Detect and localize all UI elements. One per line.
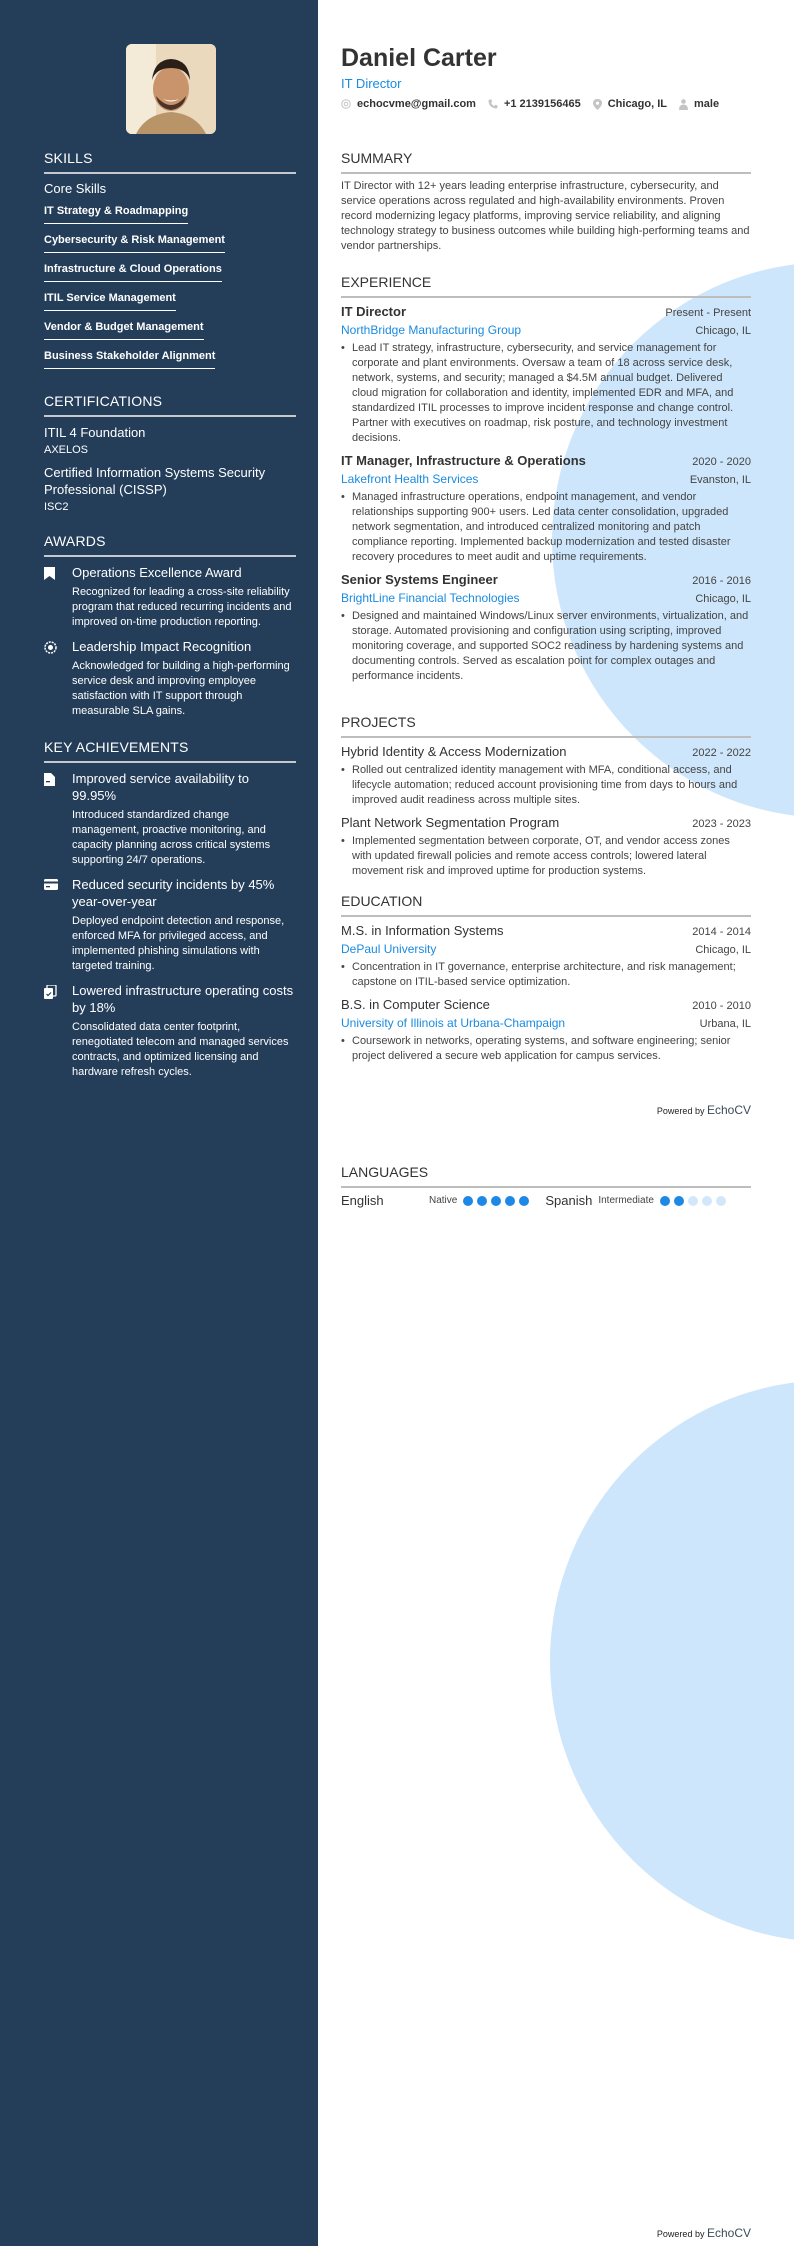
education-school[interactable]: University of Illinois at Urbana-Champaign — [341, 1016, 566, 1030]
dot-filled-icon — [505, 1196, 515, 1206]
experience-dates: 2016 - 2016 — [692, 575, 751, 587]
dot-empty-icon — [716, 1196, 726, 1206]
sidebar — [0, 0, 318, 2246]
achievement-item — [44, 982, 296, 1080]
location-pin-icon — [593, 99, 602, 110]
skill-item: Infrastructure & Cloud Operations — [44, 263, 222, 282]
achievement-title: Reduced security incidents by 45% year-over-year — [72, 877, 275, 909]
achievements-heading: KEY ACHIEVEMENTS — [44, 739, 296, 763]
education-dates: 2014 - 2014 — [692, 926, 751, 938]
card-icon — [44, 876, 72, 974]
location-text: Chicago, IL — [607, 98, 667, 110]
achievements-section — [44, 739, 296, 1080]
experience-section — [341, 274, 751, 690]
experience-entry — [341, 571, 751, 684]
experience-bullet: • Managed infrastructure operations, endpoint management, and vendor relationships supporting 900+ users. Led data center consolidation, upgraded network segmentation, and introduced centralized monitoring and patch compliance reporting. Implemented backup modernization and tested disaster recovery procedures to meet audit and uptime requirements. — [341, 491, 731, 563]
person-portrait-icon — [126, 44, 216, 134]
experience-location: Chicago, IL — [695, 325, 751, 337]
summary-section — [341, 150, 751, 254]
experience-dates: 2020 - 2020 — [692, 456, 751, 468]
at-icon — [341, 99, 351, 109]
experience-entry — [341, 303, 751, 446]
education-section — [341, 893, 751, 1070]
skill-item: Business Stakeholder Alignment — [44, 350, 215, 369]
language-name: English — [341, 1193, 384, 1208]
dot-filled-icon — [660, 1196, 670, 1206]
language-proficiency-dots — [660, 1196, 730, 1206]
project-bullet: • Implemented segmentation between corporate, OT, and vendor access zones with updated firewall policies and remote access controls; lowered lateral movement risk and improved uptime for production systems. — [341, 835, 730, 877]
award-title: Leadership Impact Recognition — [72, 639, 252, 654]
award-item — [44, 638, 296, 719]
projects-heading: PROJECTS — [341, 714, 751, 738]
dot-empty-icon — [702, 1196, 712, 1206]
dot-filled-icon — [463, 1196, 473, 1206]
document-icon — [44, 770, 72, 868]
experience-company[interactable]: Lakefront Health Services — [341, 472, 479, 486]
summary-text: IT Director with 12+ years leading enterprise infrastructure, cybersecurity, and service operations across regulated and high-availability environments. Proven record modernizing legacy platforms, improving service reliability, and aligning technology strategy to business outcomes while building high-performing teams and vendor partnerships. — [341, 180, 750, 252]
education-location: Urbana, IL — [699, 1018, 751, 1030]
achievement-description: Introduced standardized change management, proactive monitoring, and capacity planning across critical systems supporting 24/7 operations. — [72, 809, 271, 866]
person-icon — [679, 99, 688, 110]
education-degree: M.S. in Information Systems — [341, 923, 504, 938]
experience-company[interactable]: NorthBridge Manufacturing Group — [341, 323, 522, 337]
dot-filled-icon — [477, 1196, 487, 1206]
education-heading: EDUCATION — [341, 893, 751, 917]
experience-entry — [341, 452, 751, 565]
education-dates: 2010 - 2010 — [692, 1000, 751, 1012]
award-title: Operations Excellence Award — [72, 565, 242, 580]
achievement-description: Consolidated data center footprint, renegotiated telecom and managed services contracts, and optimized licensing and hardware refresh cycles. — [72, 1021, 289, 1078]
awards-section — [44, 533, 296, 719]
skill-item: Cybersecurity & Risk Management — [44, 234, 225, 253]
language-level: Intermediate — [598, 1195, 654, 1206]
achievement-description: Deployed endpoint detection and response, enforced MFA for privileged access, and implemented phishing simulations with targeted training. — [72, 915, 285, 972]
achievement-title: Improved service availability to 99.95% — [72, 771, 250, 803]
experience-title: Senior Systems Engineer — [341, 572, 498, 587]
experience-company[interactable]: BrightLine Financial Technologies — [341, 591, 520, 605]
achievement-title: Lowered infrastructure operating costs by 18% — [72, 983, 294, 1015]
skills-section — [44, 150, 296, 375]
education-entry — [341, 996, 751, 1064]
education-location: Chicago, IL — [695, 944, 751, 956]
award-item — [44, 564, 296, 630]
projects-section — [341, 714, 751, 885]
project-dates: 2022 - 2022 — [692, 747, 751, 759]
certifications-section — [44, 393, 296, 513]
cert-name: ITIL 4 Foundation — [44, 425, 146, 440]
education-school[interactable]: DePaul University — [341, 942, 437, 956]
language-level: Native — [429, 1195, 458, 1206]
cert-issuer: ISC2 — [44, 501, 69, 513]
brand-link[interactable]: EchoCV — [706, 1103, 751, 1117]
language-proficiency-dots — [463, 1196, 533, 1206]
experience-heading: EXPERIENCE — [341, 274, 751, 298]
award-description: Recognized for leading a cross-site reliability program that reduced recurring incidents and improved on-time production reporting. — [72, 586, 292, 628]
gender-text: male — [694, 98, 720, 110]
languages-section — [341, 1164, 751, 1208]
bookmark-icon — [44, 564, 72, 630]
cert-name: Certified Information Systems Security Professional (CISSP) — [44, 465, 266, 497]
clipboard-check-icon — [44, 982, 72, 1080]
contact-email[interactable] — [341, 98, 476, 110]
experience-dates: Present - Present — [665, 307, 751, 319]
dot-filled-icon — [674, 1196, 684, 1206]
project-dates: 2023 - 2023 — [692, 818, 751, 830]
dot-empty-icon — [688, 1196, 698, 1206]
education-bullet: • Coursework in networks, operating systems, and software engineering; senior project delivered a secure web application for campus services. — [341, 1035, 731, 1062]
profile-photo — [126, 44, 216, 134]
experience-title: IT Director — [341, 304, 407, 319]
project-title: Plant Network Segmentation Program — [341, 815, 560, 830]
education-degree: B.S. in Computer Science — [341, 997, 490, 1012]
achievement-item — [44, 876, 296, 974]
languages-heading: LANGUAGES — [341, 1164, 751, 1188]
project-entry — [341, 743, 751, 808]
experience-location: Chicago, IL — [695, 593, 751, 605]
contact-line — [341, 98, 731, 110]
skills-group-title: Core Skills — [44, 181, 107, 196]
dot-filled-icon — [519, 1196, 529, 1206]
email-text: echocvme@gmail.com — [357, 98, 476, 110]
powered-by-footer: Powered by EchoCV — [656, 2226, 751, 2240]
skill-item: IT Strategy & Roadmapping — [44, 205, 188, 224]
project-entry — [341, 814, 751, 879]
skill-item: ITIL Service Management — [44, 292, 176, 311]
language-name: Spanish — [545, 1193, 593, 1208]
certifications-heading: CERTIFICATIONS — [44, 393, 296, 417]
brand-link[interactable]: EchoCV — [706, 2226, 751, 2240]
achievement-item — [44, 770, 296, 868]
project-title: Hybrid Identity & Access Modernization — [341, 744, 567, 759]
contact-gender — [679, 98, 719, 110]
skills-heading: SKILLS — [44, 150, 296, 174]
powered-by-footer: Powered by EchoCV — [656, 1103, 751, 1117]
summary-heading: SUMMARY — [341, 150, 751, 174]
candidate-name: Daniel Carter — [341, 44, 497, 72]
project-bullet: • Rolled out centralized identity management with MFA, conditional access, and lifecycle automation; reduced account provisioning time from days to hours and improved audit readiness across multiple sites. — [341, 764, 738, 806]
experience-bullet: • Lead IT strategy, infrastructure, cybersecurity, and service management for corporate and plant environments. Oversaw a team of 18 across service desk, network, systems, and security; managed a $4.5M annual budget. Delivered cloud migration for collaboration and identity, implemented EDR and MFA, and standardized ITIL processes to improve incident response and change control. Partner with executives on roadmap, risk posture, and technology investment decisions. — [341, 342, 734, 444]
experience-location: Evanston, IL — [689, 474, 751, 486]
languages-row — [341, 1193, 751, 1208]
education-bullet: • Concentration in IT governance, enterprise architecture, and risk management; capstone on ITIL-based service optimization. — [341, 961, 736, 988]
dot-filled-icon — [491, 1196, 501, 1206]
education-entry — [341, 922, 751, 990]
contact-phone[interactable] — [488, 98, 581, 110]
phone-text: +1 2139156465 — [503, 98, 581, 110]
experience-bullet: • Designed and maintained Windows/Linux server environments, virtualization, and storage. Automated provisioning and configuration using scripting, improved monitoring coverage, and supported SOC2 readiness by hardening systems and documenting controls. Served as escalation point for complex outages and performance incidents. — [341, 610, 749, 682]
job-title: IT Director — [341, 76, 402, 91]
skill-item: Vendor & Budget Management — [44, 321, 204, 340]
contact-location — [593, 98, 667, 110]
decorative-circle-bottom — [550, 1380, 794, 1942]
experience-title: IT Manager, Infrastructure & Operations — [341, 453, 586, 468]
awards-heading: AWARDS — [44, 533, 296, 557]
cert-issuer: AXELOS — [44, 444, 89, 456]
badge-icon — [44, 638, 72, 719]
award-description: Acknowledged for building a high-performing service desk and improving employee satisfaction with IT support through measurable SLA gains. — [72, 660, 290, 717]
phone-icon — [488, 99, 498, 109]
